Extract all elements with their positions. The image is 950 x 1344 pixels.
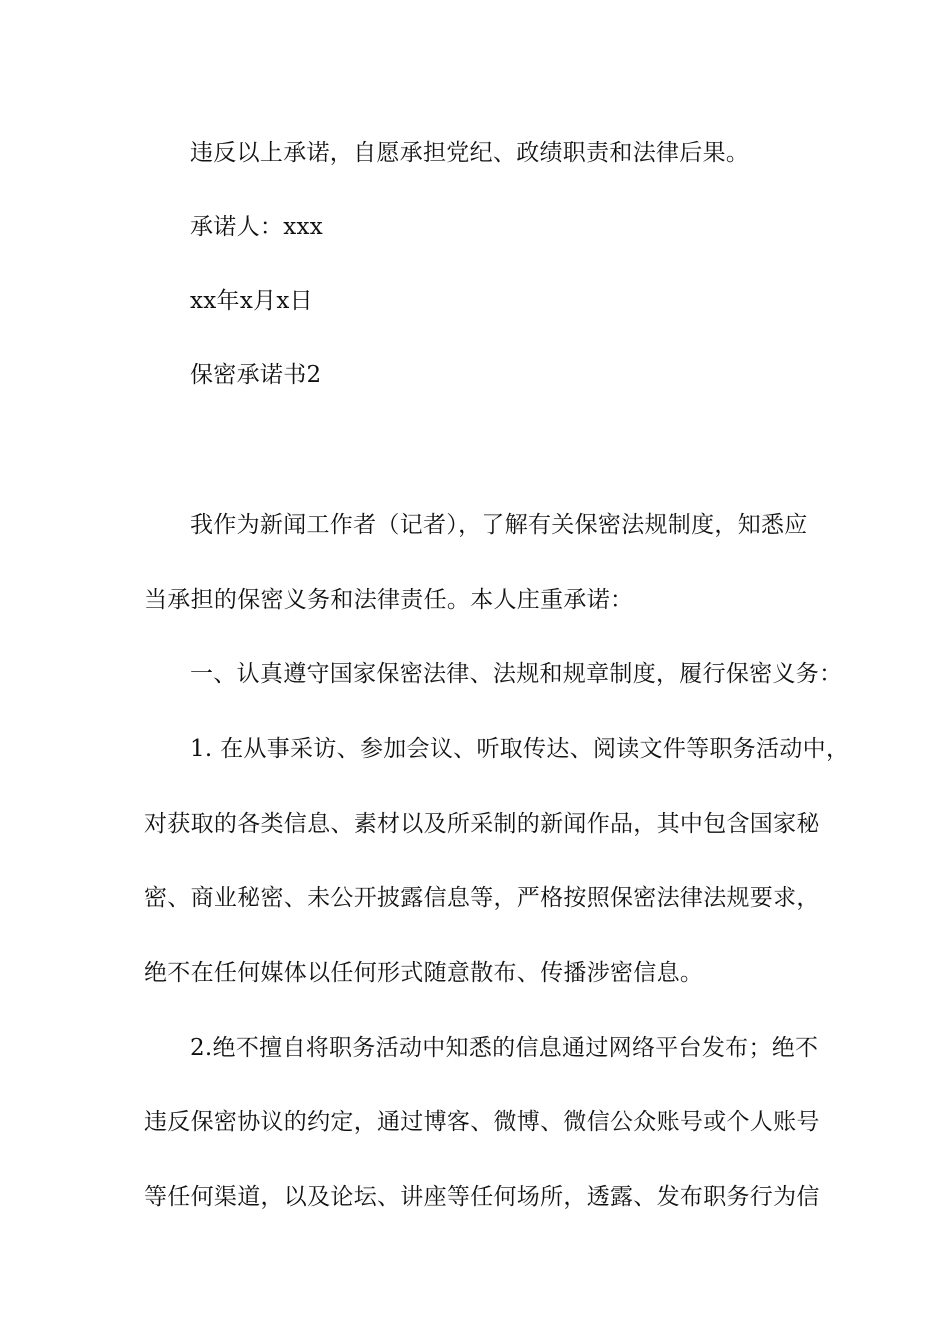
paragraph-line: 2.绝不擅自将职务活动中知悉的信息通过网络平台发布；绝不: [190, 1035, 819, 1061]
paragraph-line: 1. 在从事采访、参加会议、听取传达、阅读文件等职务活动中，: [190, 736, 850, 762]
section-heading: 保密承诺书2: [190, 362, 322, 388]
paragraph-line: 对获取的各类信息、素材以及所采制的新闻作品，其中包含国家秘: [144, 811, 820, 837]
paragraph-line: 我作为新闻工作者（记者），了解有关保密法规制度，知悉应: [190, 512, 808, 538]
body-line-consequence: 违反以上承诺，自愿承担党纪、政绩职责和法律后果。: [190, 140, 750, 166]
date-line: xx年x月x日: [190, 288, 313, 314]
paragraph-line: 违反保密协议的约定，通过博客、微博、微信公众账号或个人账号: [144, 1109, 820, 1135]
signer-line: 承诺人：xxx: [190, 214, 324, 240]
paragraph-line: 一、认真遵守国家保密法律、法规和规章制度，履行保密义务：: [190, 661, 843, 687]
paragraph-line: 等任何渠道，以及论坛、讲座等任何场所，透露、发布职务行为信: [144, 1184, 820, 1210]
paragraph-line: 绝不在任何媒体以任何形式随意散布、传播涉密信息。: [144, 960, 704, 986]
paragraph-line: 当承担的保密义务和法律责任。本人庄重承诺：: [144, 587, 634, 613]
paragraph-line: 密、商业秘密、未公开披露信息等，严格按照保密法律法规要求，: [144, 885, 820, 911]
